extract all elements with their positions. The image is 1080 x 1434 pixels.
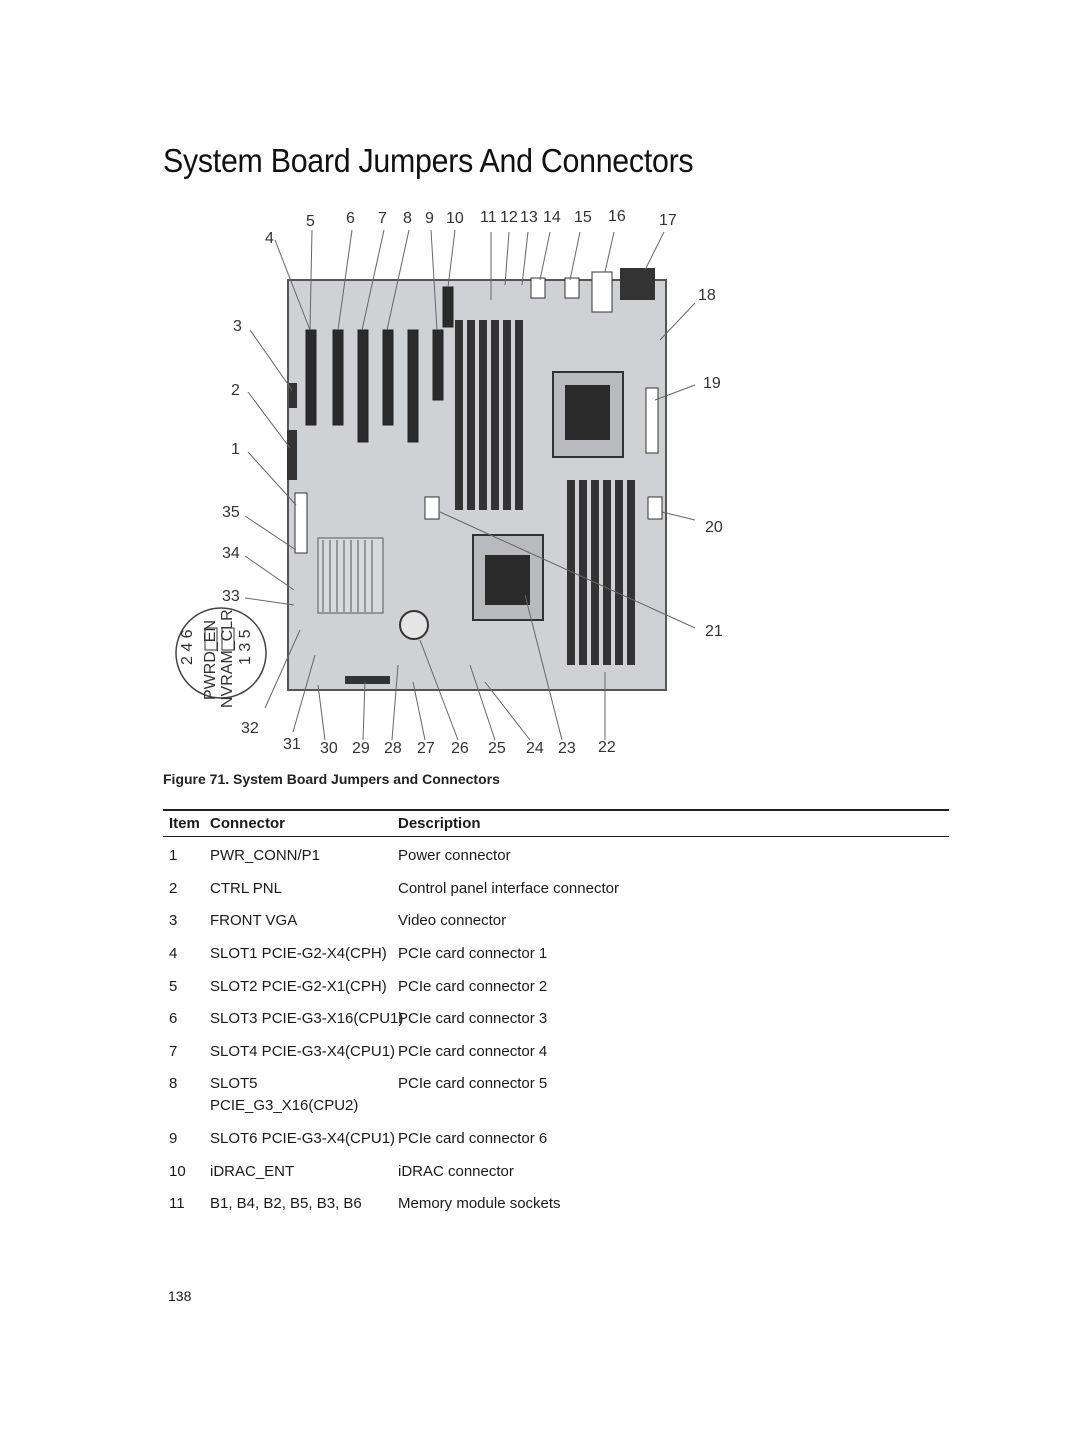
row-description: PCIe card connector 2 [398, 978, 548, 995]
row-item: 2 [169, 880, 178, 897]
callout-19: 19 [703, 375, 721, 392]
callout-13: 13 [520, 209, 538, 226]
row-description: PCIe card connector 4 [398, 1043, 548, 1060]
callout-22: 22 [598, 739, 616, 756]
rj45-connector [592, 272, 612, 312]
row-item: 7 [169, 1043, 178, 1060]
callout-30: 30 [320, 740, 338, 757]
heatsink [318, 538, 383, 613]
callout-24: 24 [526, 740, 544, 757]
callout-33: 33 [222, 588, 240, 605]
callout-2: 2 [231, 382, 240, 399]
page-title: System Board Jumpers And Connectors [163, 142, 694, 179]
callout-29: 29 [352, 740, 370, 757]
row-item: 5 [169, 978, 178, 995]
row-description: PCIe card connector 3 [398, 1010, 548, 1027]
callout-28: 28 [384, 740, 402, 757]
callout-27: 27 [417, 740, 435, 757]
row-connector: SLOT4 PCIE-G3-X4(CPU1) [210, 1043, 396, 1060]
row-item: 11 [169, 1195, 185, 1212]
row-description: Power connector [398, 847, 511, 864]
row-connector: B1, B4, B2, B5, B3, B6 [210, 1195, 362, 1212]
bottom-connector [345, 676, 390, 684]
table-header-rule [163, 836, 949, 837]
row-description: Control panel interface connector [398, 880, 619, 897]
usb-connector-1 [531, 278, 545, 298]
callout-11: 11 [480, 209, 497, 226]
processor-1 [565, 385, 610, 440]
row-item: 3 [169, 912, 178, 929]
coin-cell-battery [400, 611, 428, 639]
jumper-label-nvram-clr: NVRAM_CLR [219, 609, 236, 708]
usb-connector-2 [565, 278, 579, 298]
callout-5: 5 [306, 213, 315, 230]
cpu2-power-connector [648, 497, 662, 519]
ctrl-pnl-connector [287, 430, 297, 480]
serial-connector [620, 268, 655, 300]
callout-20: 20 [705, 519, 723, 536]
row-description: PCIe card connector 1 [398, 945, 548, 962]
callout-15: 15 [574, 209, 592, 226]
callout-8: 8 [403, 210, 412, 227]
callout-31: 31 [283, 736, 301, 753]
row-item: 1 [169, 847, 178, 864]
callout-1: 1 [231, 441, 240, 458]
callout-18: 18 [698, 287, 716, 304]
callout-25: 25 [488, 740, 506, 757]
row-connector: SLOT5 [210, 1075, 258, 1092]
callout-17: 17 [659, 212, 677, 229]
callout-12: 12 [500, 209, 518, 226]
table-top-rule [163, 809, 949, 811]
cpu1-power-connector [425, 497, 439, 519]
row-item: 6 [169, 1010, 178, 1027]
callout-9: 9 [425, 210, 434, 227]
power-connector [295, 493, 307, 553]
row-description: Video connector [398, 912, 507, 929]
header-description: Description [398, 815, 481, 832]
callout-35: 35 [222, 504, 240, 521]
right-connector [646, 388, 658, 453]
page-number: 138 [168, 1288, 192, 1304]
row-connector: SLOT3 PCIE-G3-X16(CPU1) [210, 1010, 404, 1027]
row-connector-line2: PCIE_G3_X16(CPU2) [210, 1097, 359, 1114]
row-description: PCIe card connector 5 [398, 1075, 548, 1092]
jumper-label-pwrd-en: PWRD_EN [202, 619, 219, 700]
callout-16: 16 [608, 208, 626, 225]
row-description: PCIe card connector 6 [398, 1130, 548, 1147]
header-item: Item [169, 815, 200, 832]
processor-2 [485, 555, 530, 605]
row-connector: SLOT2 PCIE-G2-X1(CPH) [210, 978, 387, 995]
callout-10: 10 [446, 210, 464, 227]
row-description: iDRAC connector [398, 1163, 514, 1180]
callout-7: 7 [378, 210, 387, 227]
callout-4: 4 [265, 230, 274, 247]
row-connector: SLOT6 PCIE-G3-X4(CPU1) [210, 1130, 396, 1147]
callout-23: 23 [558, 740, 576, 757]
figure-caption: Figure 71. System Board Jumpers and Connectors [163, 771, 500, 787]
row-description: Memory module sockets [398, 1195, 561, 1212]
row-item: 10 [169, 1163, 186, 1180]
row-connector: PWR_CONN/P1 [210, 847, 321, 864]
callout-21: 21 [705, 623, 723, 640]
row-item: 9 [169, 1130, 178, 1147]
callout-26: 26 [451, 740, 469, 757]
callout-32: 32 [241, 720, 259, 737]
row-connector: SLOT1 PCIE-G2-X4(CPH) [210, 945, 387, 962]
jumper-pins-top: 2 4 6 [179, 629, 196, 665]
row-item: 4 [169, 945, 178, 962]
row-connector: CTRL PNL [210, 880, 282, 897]
row-connector: iDRAC_ENT [210, 1163, 295, 1180]
callout-6: 6 [346, 210, 355, 227]
callout-3: 3 [233, 318, 242, 335]
callout-14: 14 [543, 209, 561, 226]
callout-34: 34 [222, 545, 240, 562]
jumper-pins-bottom: 1 3 5 [237, 629, 254, 665]
header-connector: Connector [210, 815, 285, 832]
row-connector: FRONT VGA [210, 912, 298, 929]
row-item: 8 [169, 1075, 178, 1092]
